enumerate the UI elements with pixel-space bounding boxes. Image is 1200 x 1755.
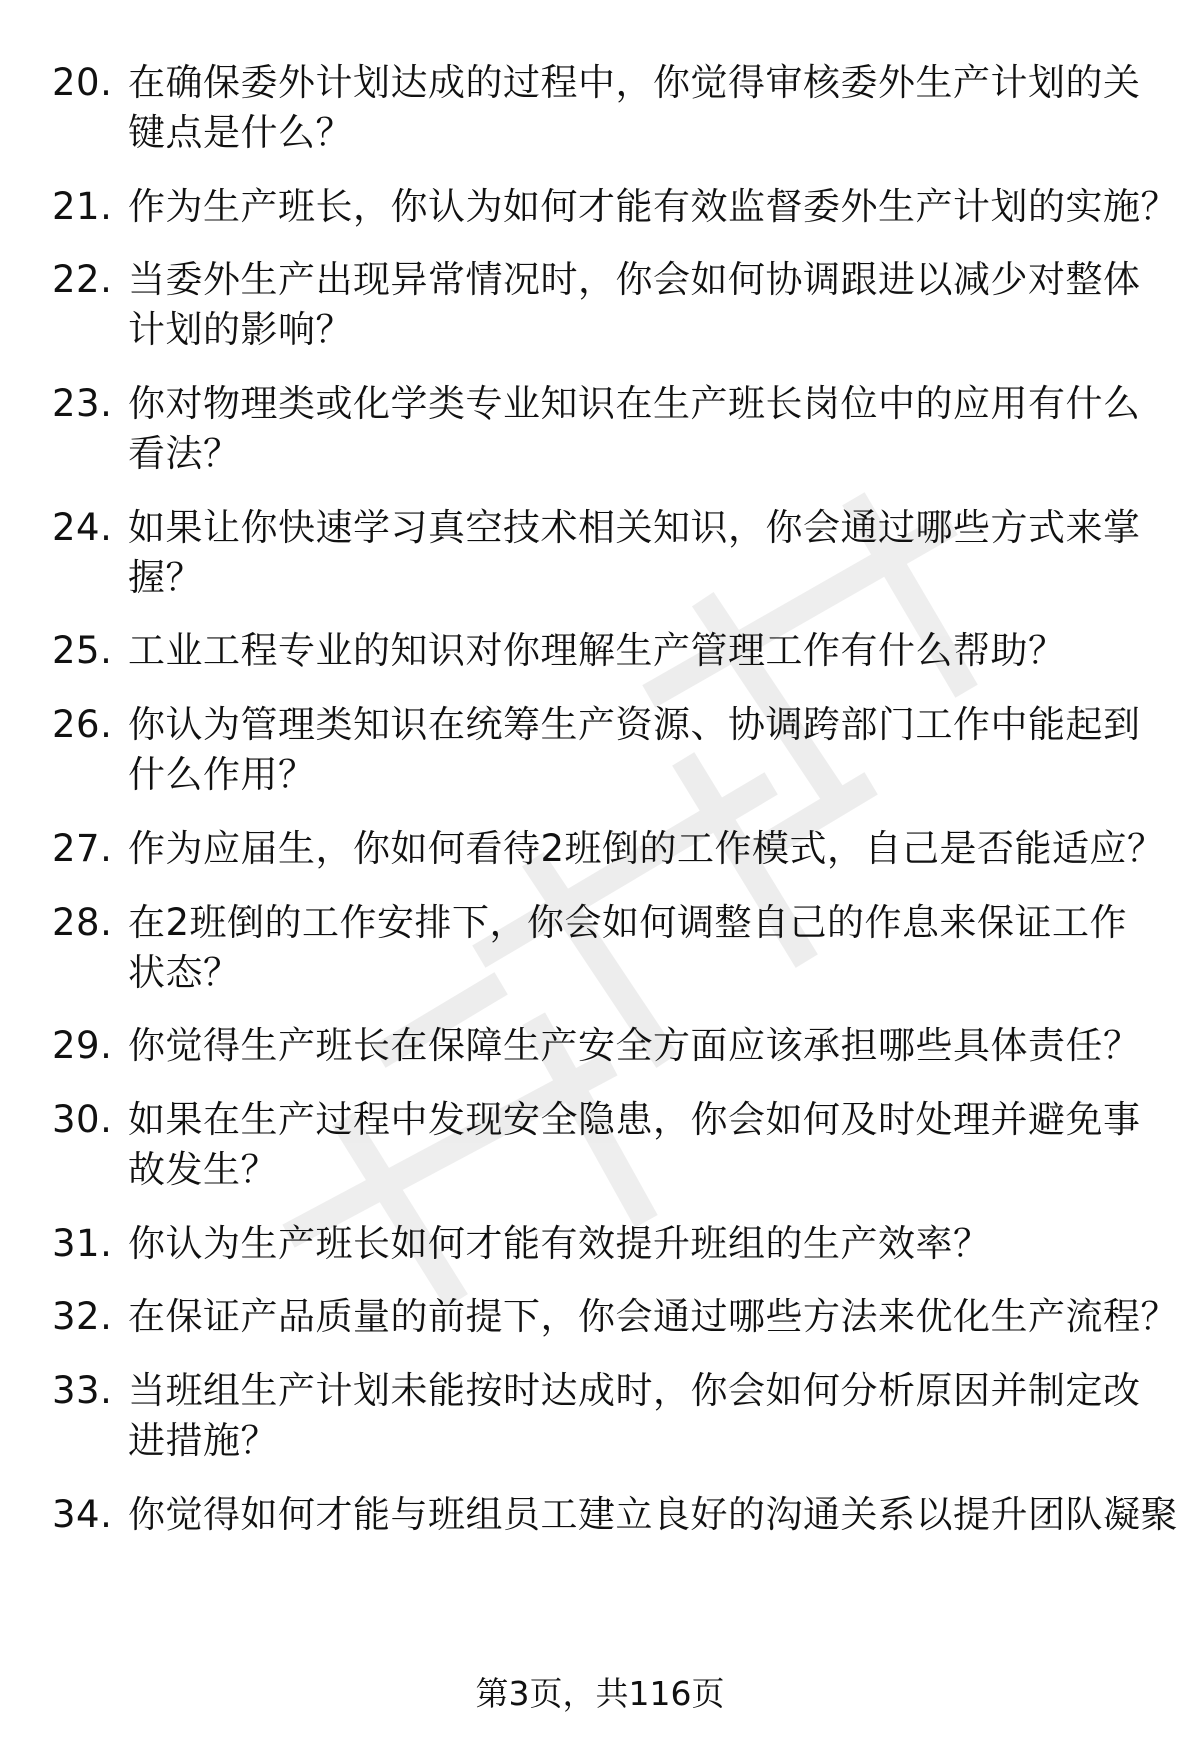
question-item <box>52 58 1152 158</box>
question-number: 32. <box>52 1295 113 1339</box>
question-text: 你认为管理类知识在统筹生产资源、协调跨部门工作中能起到什么作用？ <box>128 703 1141 797</box>
question-number: 33. <box>52 1368 113 1412</box>
question-item <box>52 379 1152 479</box>
question-number: 31. <box>52 1221 113 1265</box>
question-text: 你对物理类或化学类专业知识在生产班长岗位中的应用有什么看法？ <box>128 382 1141 476</box>
question-number: 30. <box>52 1097 113 1141</box>
question-text: 当委外生产出现异常情况时，你会如何协调跟进以减少对整体计划的影响？ <box>128 258 1141 352</box>
question-list <box>52 58 1178 1563</box>
question-item <box>52 898 1152 998</box>
question-text: 你觉得如何才能与班组员工建立良好的沟通关系以提升团队凝聚 <box>128 1492 1178 1536</box>
question-text: 在2班倒的工作安排下，你会如何调整自己的作息来保证工作状态？ <box>128 900 1128 994</box>
question-text: 在保证产品质量的前提下，你会通过哪些方法来优化生产流程？ <box>128 1295 1178 1339</box>
question-number: 23. <box>52 382 113 426</box>
question-text: 当班组生产计划未能按时达成时，你会如何分析原因并制定改进措施？ <box>128 1368 1141 1462</box>
question-number: 22. <box>52 258 113 302</box>
question-item <box>52 1490 1178 1540</box>
question-number: 27. <box>52 826 113 870</box>
question-item <box>52 503 1152 603</box>
page-footer: 第3页，共116页 <box>475 1674 725 1713</box>
question-item <box>52 1219 1152 1269</box>
question-item <box>52 700 1152 800</box>
question-text: 工业工程专业的知识对你理解生产管理工作有什么帮助？ <box>128 629 1066 673</box>
question-item <box>52 1366 1152 1466</box>
question-number: 26. <box>52 703 113 747</box>
question-item <box>52 824 1165 874</box>
question-number: 34. <box>52 1492 113 1536</box>
question-item <box>52 255 1152 355</box>
question-text: 作为生产班长，你认为如何才能有效监督委外生产计划的实施？ <box>128 184 1178 228</box>
question-number: 25. <box>52 629 113 673</box>
question-number: 20. <box>52 61 113 104</box>
question-item <box>52 1095 1152 1195</box>
question-item <box>52 626 1152 676</box>
question-number: 21. <box>52 184 113 228</box>
question-text: 作为应届生，你如何看待2班倒的工作模式，自己是否能适应？ <box>128 826 1165 870</box>
question-number: 28. <box>52 900 113 944</box>
question-number: 29. <box>52 1024 113 1068</box>
question-text: 你认为生产班长如何才能有效提升班组的生产效率？ <box>128 1221 991 1265</box>
question-number: 24. <box>52 505 113 549</box>
question-item <box>52 1292 1178 1342</box>
question-item <box>52 182 1178 232</box>
question-text: 在确保委外计划达成的过程中，你觉得审核委外生产计划的关键点是什么？ <box>128 61 1141 154</box>
question-item <box>52 1021 1152 1071</box>
question-text: 你觉得生产班长在保障生产安全方面应该承担哪些具体责任？ <box>128 1024 1141 1068</box>
question-text: 如果在生产过程中发现安全隐患，你会如何及时处理并避免事故发生？ <box>128 1097 1141 1191</box>
question-text: 如果让你快速学习真空技术相关知识，你会通过哪些方式来掌握？ <box>128 505 1141 599</box>
